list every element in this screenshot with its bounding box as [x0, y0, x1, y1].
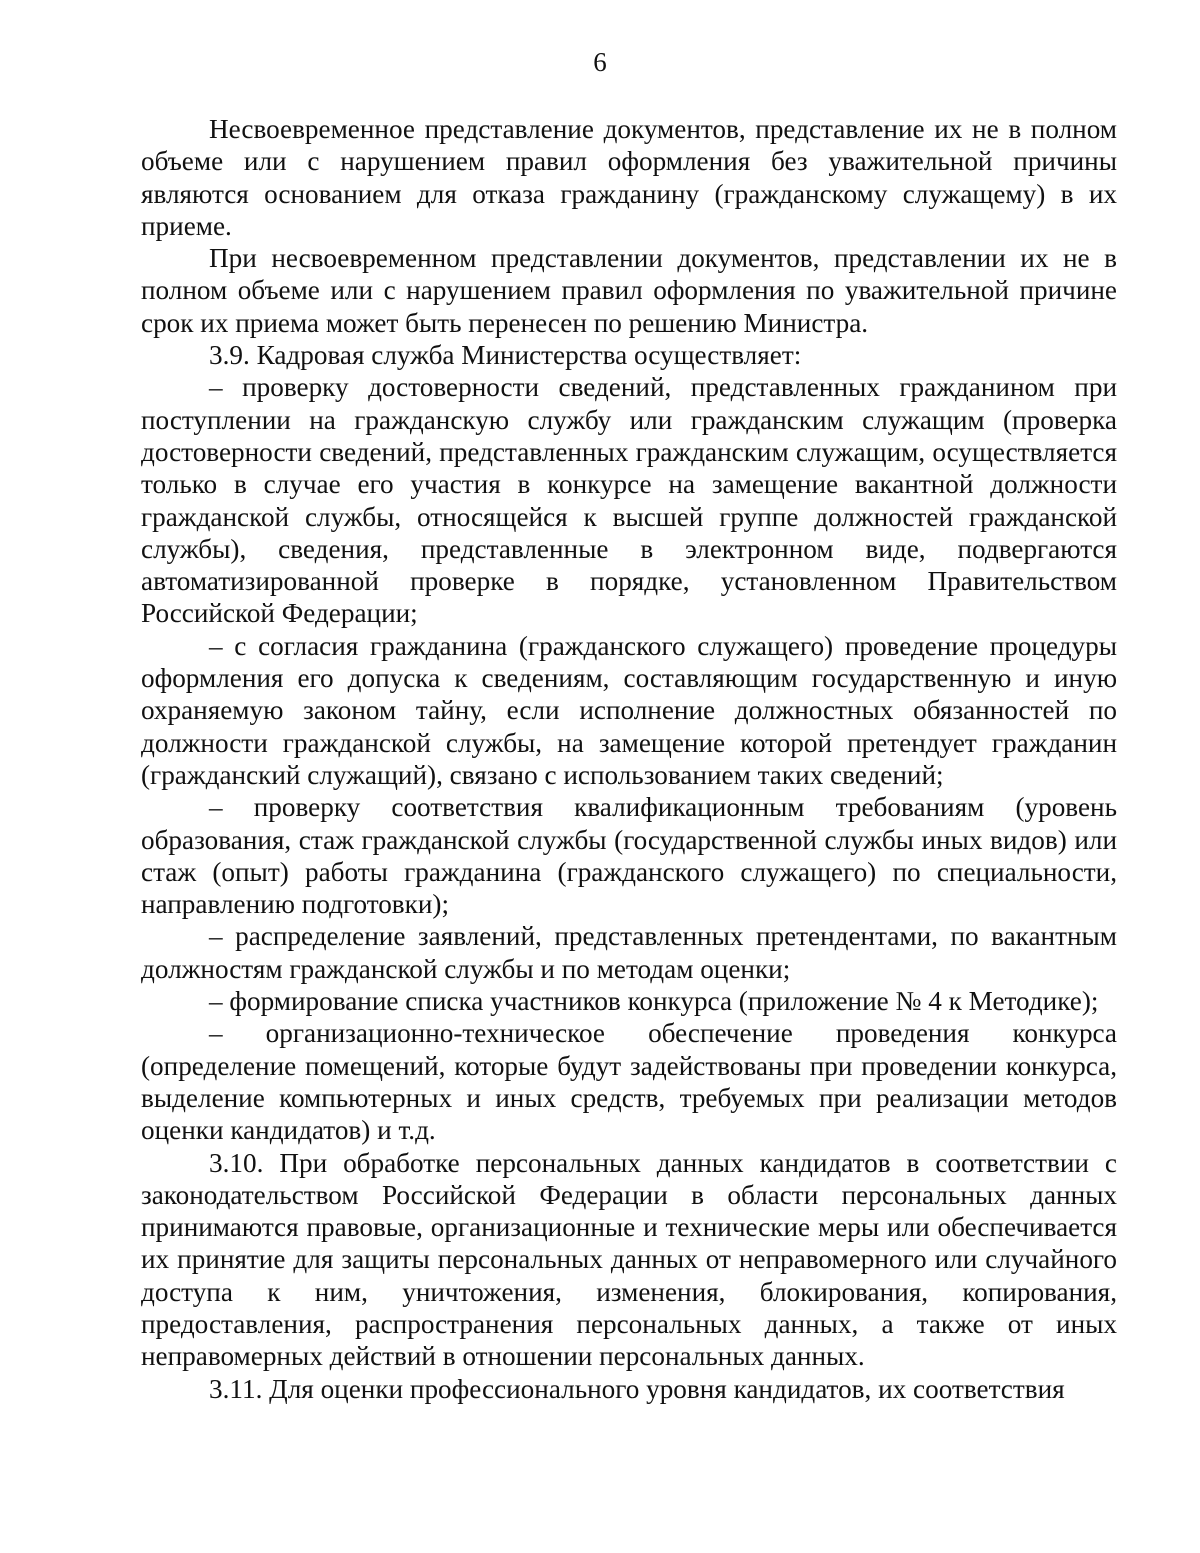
paragraph-3-11-assessment: 3.11. Для оценки профессионального уровня кандидатов, их соответствия — [209, 1373, 1065, 1404]
list-item-security-clearance: – с согласия гражданина (гражданского служащего) проведение процедуры оформления его допуска к сведениям, составляющим государственную и иную охраняемую законом тайну, если исполнение должностных обязанностей по должности гражданской службы, на замещение которой претендует гражданин (гражданский служащий), связано с использованием таких сведений; — [141, 630, 1117, 790]
document-body — [141, 113, 1117, 1405]
list-item-verification-of-information: – проверку достоверности сведений, представленных гражданином при поступлении на гражданскую службу или гражданским служащим (проверка достоверности сведений, представленных гражданским служащим, осуществляется только в случае его участия в конкурсе на замещение вакантной должности гражданской службы, относящейся к высшей группе должностей гражданской службы), сведения, представленные в электронном виде, подвергаются автоматизированной проверке в порядке, установленном Правительством Российской Федерации; — [141, 372, 1117, 629]
paragraph-late-submission-refusal: Несвоевременное представление документов, представление их не в полном объеме или с нарушением правил оформления без уважительной причины являются основанием для отказа гражданину (гражданскому служащему) в их приеме. — [141, 114, 1117, 241]
list-item-participants-list: – формирование списка участников конкурса (приложение № 4 к Методике); — [209, 986, 1099, 1017]
list-item-organizational-support: – организационно-техническое обеспечение проведения конкурса (определение помещений, которые будут задействованы при проведении конкурса, выделение компьютерных и иных средств, требуемых при реализации методов оценки кандидатов) и т.д. — [141, 1018, 1117, 1146]
list-item-qualification-check: – проверку соответствия квалификационным требованиям (уровень образования, стаж гражданской службы (государственной службы иных видов) или стаж (опыт) работы гражданина (гражданского служащего) по специальности, направлению подготовки); — [141, 792, 1117, 920]
paragraph-late-submission-postponement: При несвоевременном представлении документов, представлении их не в полном объеме или с нарушением правил оформления по уважительной причине срок их приема может быть перенесен по решению Министра. — [141, 243, 1117, 338]
page-number: 6 — [593, 47, 607, 77]
list-item-distribution-of-applications: – распределение заявлений, представленных претендентами, по вакантным должностям гражданской службы и по методам оценки; — [141, 921, 1117, 984]
paragraph-3-9-heading: 3.9. Кадровая служба Министерства осуществляет: — [209, 340, 802, 371]
paragraph-3-10-personal-data: 3.10. При обработке персональных данных кандидатов в соответствии с законодательством Российской Федерации в области персональных данных принимаются правовые, организационные и технические меры или обеспечивается их принятие для защиты персональных данных от неправомерного или случайного доступа к ним, уничтожения, изменения, блокирования, копирования, предоставления, распространения персональных данных, а также от иных неправомерных действий в отношении персональных данных. — [141, 1147, 1117, 1372]
